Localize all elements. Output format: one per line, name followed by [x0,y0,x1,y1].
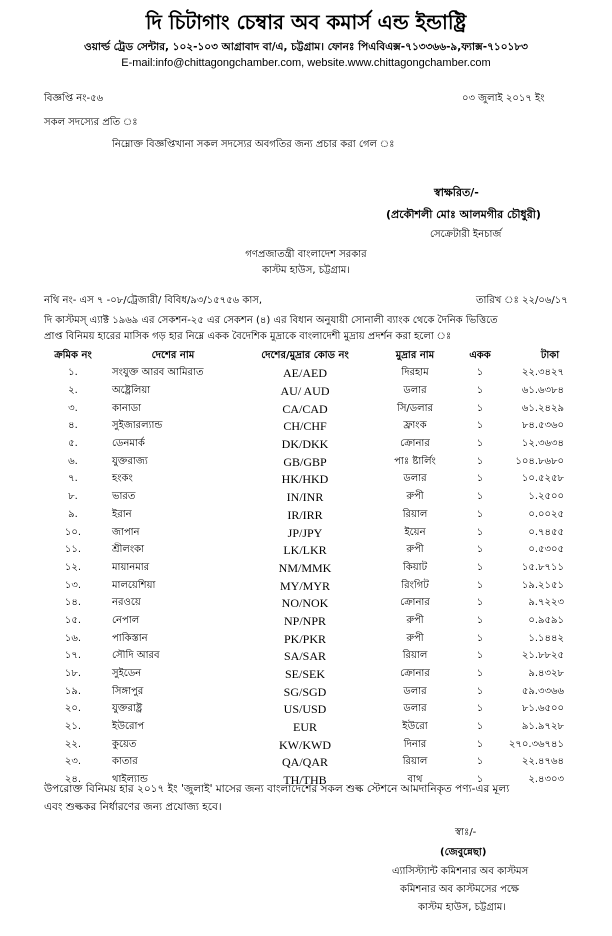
taka-cell: ১০.৫২৫৮ [521,473,564,485]
code-cell: DK/DKK [281,437,329,452]
unit-cell: ১ [476,756,484,768]
table-row [40,613,600,631]
unit-cell: ১ [476,632,484,644]
footer-signatory-name: (জেবুন্নেছা) [440,847,487,858]
unit-cell: ১ [476,385,484,397]
table-row [40,560,600,578]
unit-cell: ১ [476,703,484,715]
customs-office: কাস্টম হাউস, চট্টগ্রাম। [262,265,350,276]
currency-cell: সি/ডলার [396,402,434,414]
footer-signed-label: স্বাঃ/- [455,827,477,838]
country-cell: মালয়েশিয়া [112,579,156,591]
serial-cell: ৪. [68,420,78,432]
country-cell: কুয়েত [112,738,137,750]
code-cell: SA/SAR [283,649,327,664]
unit-cell: ১ [476,668,484,680]
taka-cell: ৯১.৯৭২৮ [521,721,564,733]
taka-cell: ১৫.৮৭১১ [521,561,564,573]
code-cell: PK/PKR [283,631,327,646]
country-cell: সংযুক্ত আরব আমিরাত [112,367,204,379]
table-row [40,383,600,401]
taka-cell: ৮৪.৫৩৬০ [521,420,564,432]
country-cell: থাইল্যান্ড [112,774,148,786]
country-cell: নেপাল [112,614,140,626]
country-cell: মায়ানমার [112,561,150,573]
code-cell: NO/NOK [281,596,329,611]
serial-cell: ১৩. [64,579,82,591]
code-cell: GB/GBP [283,454,327,469]
currency-cell: বাথ [407,774,423,786]
serial-cell: ২৪. [64,774,82,786]
currency-cell: রুপী [406,544,424,556]
country-cell: ভারত [112,491,136,503]
unit-cell: ১ [476,544,484,556]
table-row [40,683,600,701]
header-taka: টাকা [540,349,560,361]
taka-cell: ৯.৭২২৩ [528,597,564,609]
country-cell: যুক্তরাষ্ট্র [112,703,143,715]
body-text-line2: প্রাপ্ত বিনিময় হারের মাসিক গড় হার নিম্নে একক বৈদেশিক মুদ্রাকে বাংলাদেশী মুদ্রায় প্রদর্শন করা হলো ঃ [44,331,452,342]
currency-cell: ডলার [403,473,427,485]
code-cell: KW/KWD [279,737,331,752]
code-cell: US/USD [283,702,327,717]
table-row [40,577,600,595]
code-cell: AU/ AUD [280,384,330,399]
unit-cell: ১ [476,721,484,733]
taka-cell: ২২.৪৭৬৪ [521,756,564,768]
taka-cell: ১২.৩৬৩৪ [521,438,564,450]
taka-cell: ০.০০২৫ [528,508,564,520]
table-body [40,365,600,790]
header-code: দেশের/মুদ্রার কোড নং [261,349,349,361]
code-cell: CA/CAD [282,401,328,416]
taka-cell: ৮১.৬৫০০ [521,703,564,715]
unit-cell: ১ [476,526,484,538]
exchange-rate-table [40,347,600,790]
table-row [40,471,600,489]
code-cell: QA/QAR [281,755,328,770]
unit-cell: ১ [476,579,484,591]
currency-cell: রুপী [406,614,424,626]
currency-cell: ক্রোনার [400,597,430,609]
country-cell: নরওয়ে [112,597,141,609]
serial-cell: ১৫. [64,614,82,626]
currency-cell: ইয়েন [404,526,426,538]
table-row [40,418,600,436]
file-date: তারিখ ঃ ২২/০৬/১৭ [476,295,568,306]
unit-cell: ১ [476,367,484,379]
table-row [40,666,600,684]
unit-cell: ১ [476,650,484,662]
unit-cell: ১ [476,508,484,520]
country-cell: যুক্তরাজ্য [112,455,148,467]
unit-cell: ১ [476,455,484,467]
code-cell: NM/MMK [278,560,332,575]
country-cell: জাপান [112,526,140,538]
notice-intro: নিম্নোক্ত বিজ্ঞপ্তিখানা সকল সদস্যের অবগতির জন্য প্রচার করা গেল ঃ [112,139,395,150]
table-header-row [40,347,600,365]
organization-title: দি চিটাগাং চেম্বার অব কমার্স এন্ড ইন্ডাষ্ট্রি [145,10,467,34]
signatory-designation: সেক্রেটারী ইনচার্জ [430,229,502,240]
organization-address: ওয়ার্ল্ড ট্রেড সেন্টার, ১০২-১০৩ আগ্রাবাদ বা/এ, চট্টগ্রাম। ফোনঃ পিএবিএক্স-৭১৩৩৬৬-৯,ফ্যাক্স-৭১০১৮৩ [83,41,528,53]
taka-cell: ২১.৮৮২৫ [521,650,564,662]
signed-label: স্বাক্ষরিত/- [434,186,479,199]
serial-cell: ২৩. [64,756,82,768]
unit-cell: ১ [476,402,484,414]
code-cell: HK/HKD [281,472,329,487]
taka-cell: ১.২৫০০ [528,491,564,503]
code-cell: LK/LKR [283,543,327,558]
currency-cell: ডলার [403,385,427,397]
taka-cell: ০.৯৫৯১ [528,614,564,626]
header-serial: ক্রমিক নং [54,349,92,361]
serial-cell: ১৮. [64,668,82,680]
country-cell: সুইজারল্যান্ড [112,420,163,432]
government-name: গণপ্রজাতন্ত্রী বাংলাদেশ সরকার [245,249,367,260]
currency-cell: রিয়াল [402,508,428,520]
currency-cell: ফ্রাংক [403,420,427,432]
table-row [40,507,600,525]
country-cell: শ্রীলংকা [112,544,145,556]
table-row [40,630,600,648]
notice-recipient: সকল সদস্যের প্রতি ঃ [44,117,138,128]
header-unit: একক [469,349,491,361]
serial-cell: ৬. [68,455,78,467]
serial-cell: ১৭. [64,650,82,662]
country-cell: সুইডেন [112,668,142,680]
serial-cell: ১০. [64,526,82,538]
country-cell: ডেনমার্ক [112,438,145,450]
table-row [40,524,600,542]
serial-cell: ১৬. [64,632,82,644]
table-row [40,489,600,507]
code-cell: IR/IRR [287,507,323,522]
table-row [40,542,600,560]
code-cell: CH/CHF [283,419,327,434]
taka-cell: ০.৭৪৫৫ [528,526,564,538]
taka-cell: ৯.৪৩২৮ [528,668,564,680]
unit-cell: ১ [476,685,484,697]
table-row [40,648,600,666]
serial-cell: ১১. [64,544,82,556]
country-cell: সৌদি আরব [112,650,160,662]
footer-office: কাস্টম হাউস, চট্টগ্রাম। [418,902,506,913]
taka-cell: ১০৪.৮৬৮০ [515,455,564,467]
serial-cell: ৫. [68,438,78,450]
serial-cell: ২২. [64,738,82,750]
serial-cell: ১. [68,367,78,379]
country-cell: ইরান [112,508,132,520]
code-cell: NP/NPR [283,613,327,628]
currency-cell: কিয়াট [402,561,428,573]
taka-cell: ১৯.২১৫১ [521,579,564,591]
currency-cell: রিয়াল [402,650,428,662]
table-row [40,436,600,454]
code-cell: SE/SEK [284,667,325,682]
header-country: দেশের নাম [151,349,195,361]
country-cell: হংকং [112,473,133,485]
taka-cell: ৫৯.৩৩৬৬ [521,685,564,697]
currency-cell: ডলার [403,685,427,697]
code-cell: TH/THB [283,773,327,788]
code-cell: JP/JPY [287,525,323,540]
unit-cell: ১ [476,438,484,450]
country-cell: ইউরোপ [112,721,145,733]
currency-cell: দিরহাম [401,367,429,379]
currency-cell: পাঃ ষ্টার্লিং [394,455,436,467]
serial-cell: ১৯. [64,685,82,697]
currency-cell: রুপী [406,491,424,503]
country-cell: অষ্ট্রেলিয়া [112,385,151,397]
code-cell: IN/INR [286,490,324,505]
unit-cell: ১ [476,738,484,750]
serial-cell: ৮. [68,491,78,503]
taka-cell: ১.১৪৪২ [528,632,564,644]
serial-cell: ৩. [68,402,78,414]
currency-cell: দিনার [403,738,427,750]
footer-on-behalf: কমিশনার অব কাস্টমসের পক্ষে [400,884,520,895]
footer-signatory-designation: এ্যাসিস্ট্যান্ট কমিশনার অব কাস্টমস [392,866,529,877]
table-row [40,365,600,383]
unit-cell: ১ [476,561,484,573]
serial-cell: ১৪. [64,597,82,609]
code-cell: EUR [293,720,317,735]
currency-cell: রুপী [406,632,424,644]
signatory-name: (প্রকৌশলী মোঃ আলমগীর চৌধুরী) [386,208,541,221]
table-row [40,719,600,737]
table-row [40,400,600,418]
organization-contact: E-mail:info@chittagongchamber.com, website.www.chittagongchamber.com [121,57,491,69]
serial-cell: ২১. [64,721,82,733]
taka-cell: ৬১.২৪২৯ [521,402,564,414]
taka-cell: ২২.৩৪২৭ [521,367,564,379]
unit-cell: ১ [476,597,484,609]
serial-cell: ২০. [64,703,82,715]
serial-cell: ৯. [68,508,78,520]
unit-cell: ১ [476,420,484,432]
currency-cell: ডলার [403,703,427,715]
taka-cell: ২৭০.৩৬৭৪১ [508,738,564,750]
table-row [40,595,600,613]
currency-cell: রিংগিট [401,579,429,591]
country-cell: কাতার [112,756,138,768]
serial-cell: ১২. [64,561,82,573]
file-number: নথি নং- এস ৭ -০৮/ট্রেজারী/ বিবিধ/৯৩/১৫৭৫৬ কাস, [44,295,263,306]
footer-text-line2: এবং শুল্ককর নির্ধারণের জন্য প্রযোজ্য হবে। [44,801,222,813]
body-text-line1: দি কাস্টমস্ এ্যাক্ট ১৯৬৯ এর সেকশন-২৫ এর সেকশন (৪) এর বিধান অনুযায়ী সোনালী ব্যাংক থেকে দৈনিক ভিত্তিতে [44,315,498,326]
code-cell: SG/SGD [283,684,327,699]
serial-cell: ৭. [68,473,78,485]
currency-cell: ক্রোনার [400,668,430,680]
unit-cell: ১ [476,473,484,485]
code-cell: MY/MYR [279,578,330,593]
serial-cell: ২. [68,385,78,397]
code-cell: AE/AED [283,366,327,381]
table-row [40,701,600,719]
taka-cell: ০.৫৩০৫ [528,544,564,556]
unit-cell: ১ [476,614,484,626]
unit-cell: ১ [476,774,484,786]
currency-cell: ইউরো [402,721,428,733]
notice-number: বিজ্ঞপ্তি নং-৫৬ [44,93,104,104]
unit-cell: ১ [476,491,484,503]
table-row [40,453,600,471]
table-row [40,754,600,772]
country-cell: সিঙ্গাপুর [112,685,144,697]
taka-cell: ৬১.৬৩৮৪ [521,385,564,397]
country-cell: কানাডা [112,402,142,414]
currency-cell: ক্রোনার [400,438,430,450]
country-cell: পাকিস্তান [112,632,148,644]
table-row [40,736,600,754]
notice-date: ০৩ জুলাই ২০১৭ ইং [462,93,545,104]
taka-cell: ২.৪৩০৩ [528,774,564,786]
currency-cell: রিয়াল [402,756,428,768]
footer-text-line1: উপরোক্ত বিনিময় হার ২০১৭ ইং 'জুলাই' মাসের জন্য বাংলাদেশের সকল শুল্ক স্টেশনে আমদানিকৃত পণ্য-এর মূল্য [44,783,510,795]
header-currency: মুদ্রার নাম [395,349,435,361]
